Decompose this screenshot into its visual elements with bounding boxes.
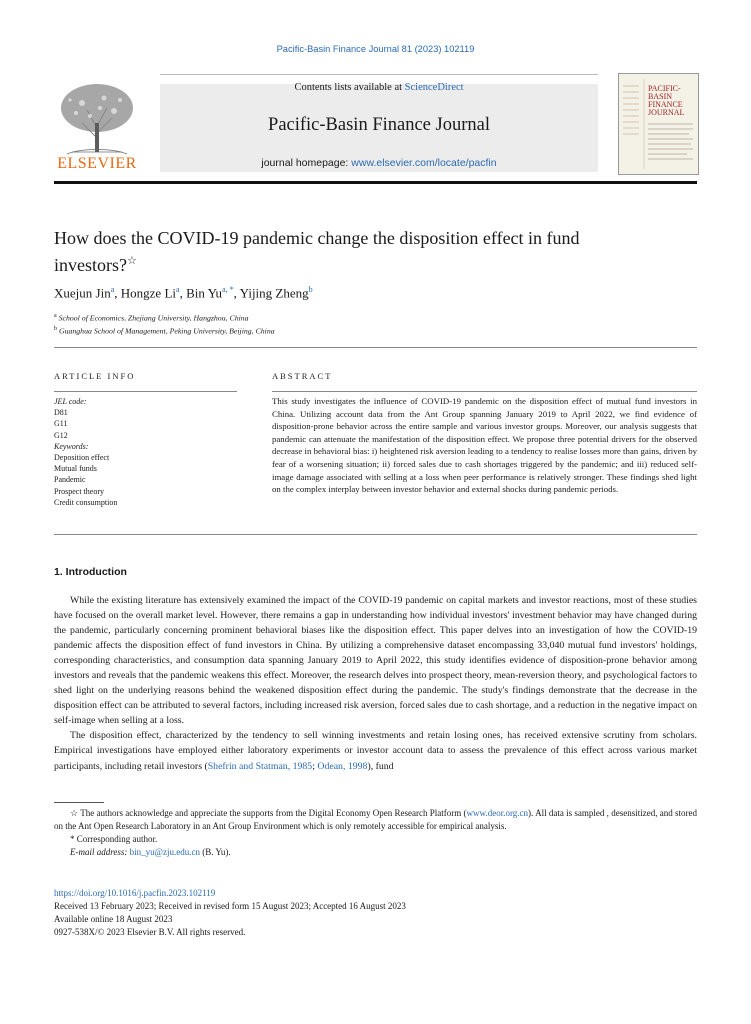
paper-title-text: How does the COVID-19 pandemic change the disposition effect in fund investors? xyxy=(54,228,580,275)
author-affil-mark[interactable]: a xyxy=(110,285,115,294)
citation-separator: ; xyxy=(312,760,318,772)
affiliations xyxy=(54,311,275,336)
cover-title-line-2: BASIN xyxy=(648,92,673,101)
email-footnote xyxy=(54,846,697,859)
email-label: E-mail address: xyxy=(70,847,128,857)
doi-link[interactable]: https://doi.org/10.1016/j.pacfin.2023.102119 xyxy=(54,888,216,898)
email-link[interactable]: bin_yu@zju.edu.cn xyxy=(129,847,200,857)
affiliation-text: School of Economics, Zhejiang University, Hangzhou, China xyxy=(58,313,249,323)
homepage-link[interactable]: www.elsevier.com/locate/pacfin xyxy=(351,157,497,169)
author-separator: , xyxy=(179,285,187,301)
citation-link[interactable]: Shefrin and Statman, 1985 xyxy=(207,760,313,772)
affiliation-mark: b xyxy=(54,325,57,332)
keywords-label: Keywords: xyxy=(54,441,89,451)
footnote-text: ). All data is sampled , desensitized, and stored on the Ant Open Research Laboratory in an Ant Group Environment which is only remotely accessible for empirical analysis. xyxy=(54,808,698,831)
abstract-bottom-rule xyxy=(54,534,697,535)
deor-link[interactable]: www.deor.org.cn xyxy=(466,808,529,818)
jel-code: G12 xyxy=(54,430,68,440)
keyword: Prospect theory xyxy=(54,486,104,496)
paper-title xyxy=(54,227,634,277)
paragraph: While the existing literature has extensively examined the impact of the COVID-19 pandemic on capital markets and investor reactions, most of these studies have focused on the overall market level. However, there remains a gap in understanding how individual investors' investment behavior may have changed during the pandemic, particularly concerning prominent behavioral biases like the disposition effect. This paper delves into an investigation of how the COVID-19 pandemic affects the disposition effect of fund investors in China. By utilizing a comprehensive dataset encompassing 33,040 mutual fund investors' holdings, corresponding characteristics, and consumption data spanning January 2019 to April 2022, this study identifies evidence of disposition-prone behavior among investors and reveals that the pandemic weakens this effect. Moreover, the research delves into prospect theory, mean-reversion theory, and psychological factors to shed light on the underlying reasons behind the weakened disposition effect during the pandemic. The study's findings demonstrate that the decrease in the disposition effect can be attributed to several factors, including increased risk aversion, forced sales due to cash shortage, and a reduction in the negative impact on self-image when selling at a loss. xyxy=(54,595,697,727)
author-separator: , xyxy=(114,285,121,301)
available-online: Available online 18 August 2023 xyxy=(54,914,173,924)
sciencedirect-link[interactable]: ScienceDirect xyxy=(404,82,464,93)
affiliation-mark: a xyxy=(54,313,57,319)
affiliation-text: Guanghua School of Management, Peking University, Beijing, China xyxy=(58,326,275,336)
footnote-text: Corresponding author. xyxy=(76,834,158,844)
section-heading-introduction: 1. Introduction xyxy=(54,566,127,578)
header-top-rule xyxy=(160,74,598,75)
running-citation[interactable]: Pacific-Basin Finance Journal 81 (2023) 102119 xyxy=(276,44,475,54)
cover-title-line-3: FINANCE xyxy=(648,100,683,109)
abstract-rule xyxy=(272,391,697,392)
article-info-rule xyxy=(54,391,237,392)
cover-title-line-4: JOURNAL xyxy=(648,108,685,117)
article-info-list xyxy=(54,396,117,508)
publication-info xyxy=(54,887,406,939)
keyword: Pandemic xyxy=(54,475,86,485)
contents-line xyxy=(160,82,598,93)
email-suffix: (B. Yu). xyxy=(199,847,231,857)
elsevier-wordmark: ELSEVIER xyxy=(57,155,137,172)
acknowledgement-footnote xyxy=(54,807,697,833)
keyword: Deposition effect xyxy=(54,453,110,463)
affiliation-item xyxy=(54,311,275,324)
footnote-text: The authors acknowledge and appreciate the supports from the Digital Economy Open Research Platform ( xyxy=(80,808,467,818)
author-name[interactable]: Yijing Zheng xyxy=(239,285,309,301)
contents-prefix: Contents lists available at xyxy=(294,82,405,93)
author-name[interactable]: Xuejun Jin xyxy=(54,285,111,301)
homepage-prefix: journal homepage: xyxy=(261,157,352,169)
author-list xyxy=(54,285,313,301)
author-name[interactable]: Hongze Li xyxy=(120,285,176,301)
cover-image xyxy=(619,74,698,174)
received-dates: Received 13 February 2023; Received in revised form 15 August 2023; Accepted 16 August 2023 xyxy=(54,901,406,911)
keyword: Credit consumption xyxy=(54,497,118,507)
author-name[interactable]: Bin Yu xyxy=(186,285,223,301)
abstract-heading: ABSTRACT xyxy=(272,371,333,381)
footnote-mark: ☆ xyxy=(70,808,79,818)
abstract-text: This study investigates the influence of COVID-19 pandemic on the disposition effect of mutual fund investors in China. Utilizing account data from the Ant Group spanning January 2019 to April 2022, we find evidence of disposition-prone behavior across the entire sample and various investor groups. Moreover, our analysis suggests that pandemic can attenuate the manifestation of the disposition effect. We propose three potential drivers for the observed decrease in behavioral bias: i) heightened risk aversion leading to a tendency to realise losses more than gains, driven by fear of a worsening situation; ii) forced sales due to cash shortages triggered by the pandemic; and iii) reduced self-image damage associated with selling at a loss when peer performance is relatively stronger. These findings shed light on the complex interplay between investor behavior and external shocks during pandemic periods. xyxy=(272,396,697,495)
citation-link[interactable]: Odean, 1998 xyxy=(317,760,368,772)
author-affil-mark[interactable]: b xyxy=(308,285,313,294)
introduction-body xyxy=(54,593,697,774)
cover-title-line-1: PACIFIC- xyxy=(648,84,681,93)
footnote-rule xyxy=(54,802,104,803)
header-thick-rule xyxy=(54,181,697,184)
author-separator: , xyxy=(233,285,240,301)
corresponding-footnote xyxy=(54,833,697,846)
author-affil-mark[interactable]: a xyxy=(176,285,180,294)
jel-code: G11 xyxy=(54,419,68,429)
jel-label: JEL code: xyxy=(54,397,87,406)
journal-cover xyxy=(618,73,699,175)
homepage-line xyxy=(160,157,598,169)
journal-title: Pacific-Basin Finance Journal xyxy=(268,115,490,135)
footnotes xyxy=(54,807,697,859)
issn-copyright: 0927-538X/© 2023 Elsevier B.V. All rights reserved. xyxy=(54,927,246,937)
affiliation-item xyxy=(54,324,275,337)
footnote-mark: * xyxy=(70,834,75,844)
author-affil-mark[interactable]: a, * xyxy=(222,285,234,294)
paragraph-text: The disposition effect, characterized by the tendency to sell winning investments and retain losing ones, has received extensive scrutiny from scholars. Empirical investigations have employed either laboratory experiments or investor account data to assess the prevalence of this effect across various market participants, including retail investors ( xyxy=(54,730,697,772)
jel-code: D81 xyxy=(54,408,68,418)
paragraph-text-end: ), fund xyxy=(367,760,394,772)
keyword: Mutual funds xyxy=(54,464,97,474)
paragraph xyxy=(54,728,697,773)
article-info-heading: ARTICLE INFO xyxy=(54,371,136,381)
title-footnote-mark[interactable]: ☆ xyxy=(126,255,137,267)
affiliation-rule xyxy=(54,347,697,348)
